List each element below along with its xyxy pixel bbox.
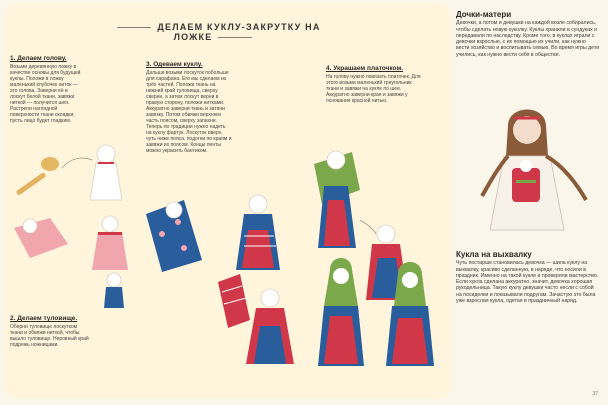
arrow-icon [62, 158, 92, 168]
step-1 [10, 56, 84, 124]
step4-illustration [300, 130, 450, 380]
doll-blue-icon [104, 273, 124, 308]
striped-cloth-icon [218, 274, 250, 328]
doll-head-icon [90, 145, 122, 200]
cloth-wrap-icon [14, 218, 68, 258]
sidebar-heading-1: Дочки-матери [456, 10, 512, 19]
title-rule-left [117, 27, 151, 28]
sidebar-text-block-2 [456, 252, 600, 304]
page-title [96, 22, 336, 42]
apron-doll-icon [236, 195, 280, 270]
step-4-text: На голову нужно повязать платочек. Для этого возьми маленький треугольник ткани и завяжи на кукле по шее. Аккуратно заверни края и завяжи у основания красной нитью. [326, 74, 421, 104]
step-3 [146, 62, 232, 154]
step-2-heading: 2. Делаем туловище. [10, 315, 78, 322]
title-text: ДЕЛАЕМ КУКЛУ-ЗАКРУТКУ НА ЛОЖКЕ [157, 22, 321, 42]
step3-illustration [140, 160, 300, 370]
step-1-text: Возьми деревянную ложку в качестве основы для будущей куклы. Положи в ложку маленький клубочек ниток — это голова. Заверни её в лоскут белой ткани, завяжи ниткой — получится шея. Растрепи наглядной поверхности ткани складки, пусть лицо будет гладким. [10, 64, 81, 124]
arrow-icon [360, 220, 376, 234]
dress-cloth-icon [146, 200, 202, 272]
title-rule-right [218, 37, 252, 38]
finished-doll-icon [246, 289, 294, 364]
doll-body-icon [92, 216, 128, 270]
step-4 [326, 66, 422, 104]
step2-illustration [10, 210, 140, 310]
girl-with-doll-illustration [468, 96, 598, 236]
sidebar-text-2: Чуть постарше становилась девочка — шила куклу на выхвалку, красиво сделанную, в наряде, что носили в праздник. Именно на такой кукле и проверяли мастерство. Если кукла сделана аккуратно, значит, девочка хорошая рукодельница. Такую куклу девушки часто несли с собой на посиделки и показывали подругам. Зачастую это была уже взрослая кукла, одетая в праздничный наряд. [456, 260, 599, 305]
step-1-heading: 1. Делаем голову. [10, 55, 67, 62]
page-number: 37 [592, 391, 598, 397]
scarf-doll-icon [318, 258, 364, 366]
step-2 [10, 316, 90, 348]
step-3-heading: 3. Одеваем куклу. [146, 61, 203, 68]
step-4-heading: 4. Украшаем платочком. [326, 65, 404, 72]
step-2-text: Оберни туловище лоскутком ткани и обвяжи ниткой, чтобы вышло туловище. Неровный край подрежь ножницами. [10, 324, 89, 348]
sidebar-text-1: Девочки, а потом и девушки на каждой возле собирались, чтобы сделать новую куколку. Куклы хранили в сундуках и передавали по наследству. Кроме того, в куклах играли с девочки взрослые, с их помощью их учили, как нужно вести хозяйство и воспитывать семью. Во время игры дети учились, как нужно вести себя в обществе. [456, 20, 600, 58]
sidebar-heading-2: Кукла на выхвалку [456, 250, 532, 259]
sidebar-text-block [456, 12, 600, 58]
step-3-text: Дальше возьми лоскуток побольше для сарафана. Его мы сделаем из трёх частей. Положи ткань на нижний край туловища, сверху сверни, а затем лоскут верни в правую сторону, положи нитками. Аккуратно заверни ткань и затяни завязку. Потом обвяжи верхнюю часть поясом, сверху запахни. Теперь по традиции нужно надеть на куклу фартук. Лоскуток вверх, чуть ниже пояса, подогни по краям и завяжи их поясом. Концы ленты можно украсить бантиком. [146, 70, 232, 154]
step1-illustration [10, 138, 130, 208]
green-scarf-doll-icon [314, 151, 360, 248]
spoon-icon [16, 157, 59, 196]
